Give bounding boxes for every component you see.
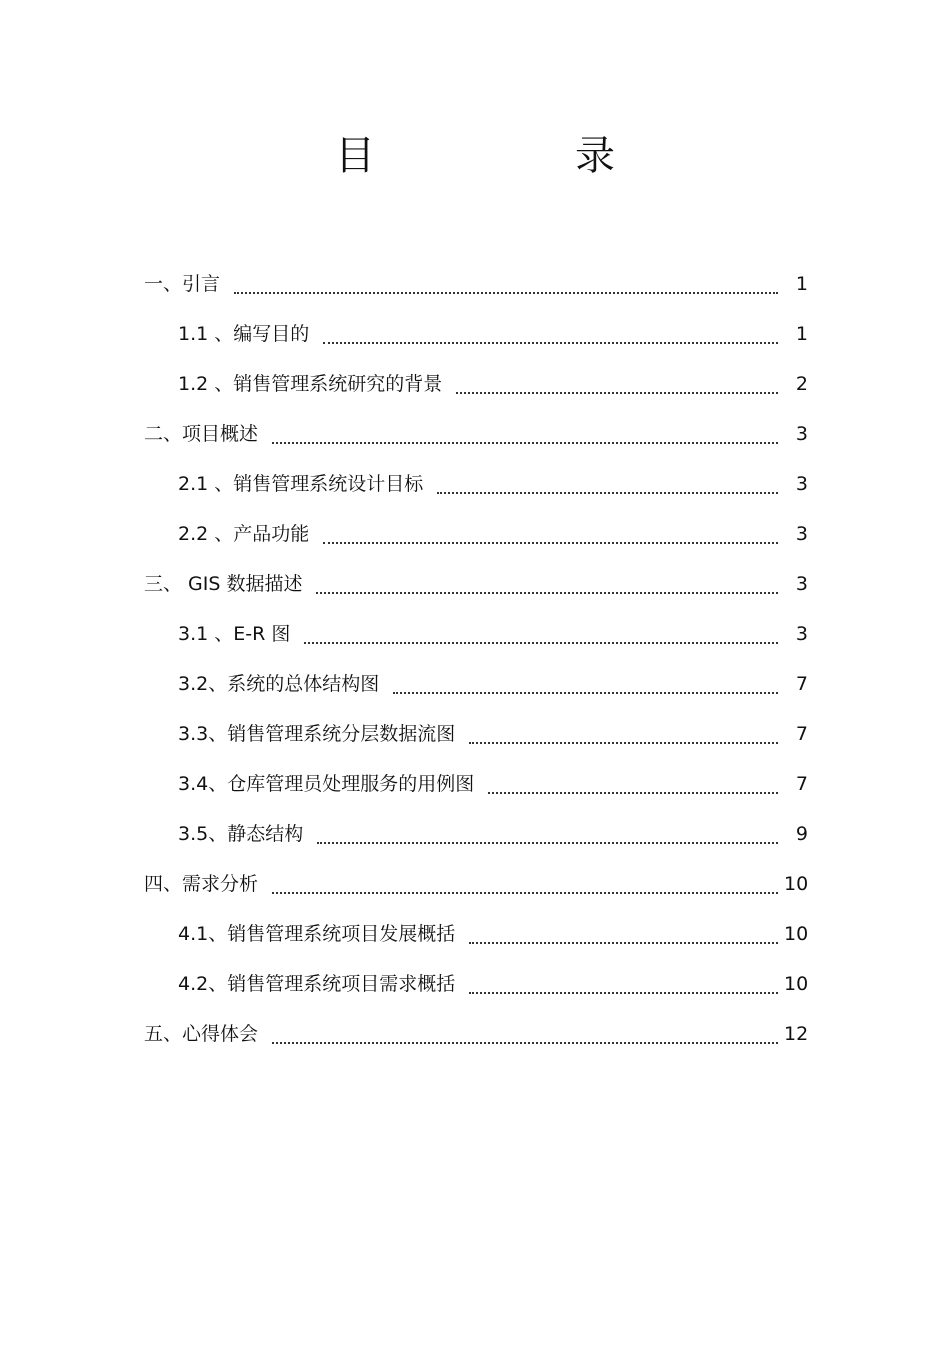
toc-entry[interactable] [0,348,950,398]
toc-entry-label: 4.1、销售管理系统项目发展概括 [178,923,456,945]
toc-dot-leader [469,972,778,994]
toc-entry[interactable] [0,998,950,1048]
toc-entry-page: 2 [795,373,808,395]
toc-entry-label: 3.3、销售管理系统分层数据流图 [178,723,456,745]
toc-entry-page: 7 [795,723,808,745]
toc-entry[interactable] [0,298,950,348]
toc-entry-label: 五、心得体会 [144,1023,259,1045]
toc-dot-leader [317,822,778,844]
toc-dot-leader [393,672,778,694]
toc-entry-label: 3.1 、E-R 图 [178,623,291,645]
toc-entry[interactable] [0,698,950,748]
toc-entry-page: 3 [795,473,808,495]
toc-entry-page: 3 [795,523,808,545]
toc-entry[interactable] [0,648,950,698]
toc-entry-label: 2.1 、销售管理系统设计目标 [178,473,424,495]
toc-dot-leader [234,272,778,294]
toc-entry-page: 9 [795,823,808,845]
toc-entry[interactable] [0,898,950,948]
toc-entry-page: 3 [795,573,808,595]
toc-entry-label: 3.4、仓库管理员处理服务的用例图 [178,773,475,795]
toc-entry[interactable] [0,948,950,998]
toc-entry-page: 7 [795,773,808,795]
toc-entry-label: 2.2 、产品功能 [178,523,310,545]
toc-entry-page: 3 [795,423,808,445]
toc-entry-page: 10 [784,973,809,995]
toc-entry[interactable] [0,448,950,498]
toc-entry-page: 1 [795,273,808,295]
toc-entry-page: 3 [795,623,808,645]
toc-entry-page: 12 [784,1023,809,1045]
toc-entry[interactable] [0,548,950,598]
toc-entry-label: 二、项目概述 [144,423,259,445]
toc-dot-leader [272,1022,778,1044]
toc-dot-leader [304,622,778,644]
toc-dot-leader [272,872,778,894]
toc-dot-leader [488,772,778,794]
toc-entry-label: 四、需求分析 [144,873,259,895]
toc-dot-leader [437,472,778,494]
toc-entry-page: 7 [795,673,808,695]
toc-entry-label: 3.2、系统的总体结构图 [178,673,380,695]
toc-entry-label: 1.1 、编写目的 [178,323,310,345]
toc-entry-label: 4.2、销售管理系统项目需求概括 [178,973,456,995]
toc-entry[interactable] [0,848,950,898]
toc-entry[interactable] [0,798,950,848]
toc-dot-leader [323,522,778,544]
toc-entry[interactable] [0,598,950,648]
table-of-contents [0,248,950,1048]
toc-entry[interactable] [0,498,950,548]
toc-dot-leader [272,422,778,444]
toc-entry[interactable] [0,748,950,798]
toc-dot-leader [469,722,778,744]
toc-dot-leader [469,922,778,944]
toc-entry-label: 一、引言 [144,273,221,295]
toc-entry-page: 10 [784,923,809,945]
page-title: 目 录 [335,133,695,179]
toc-entry[interactable] [0,248,950,298]
toc-entry-label: 1.2 、销售管理系统研究的背景 [178,373,443,395]
toc-entry[interactable] [0,398,950,448]
toc-dot-leader [316,572,778,594]
toc-entry-label: 三、 GIS 数据描述 [144,573,303,595]
toc-dot-leader [456,372,778,394]
toc-dot-leader [323,322,778,344]
toc-entry-page: 1 [795,323,808,345]
toc-entry-label: 3.5、静态结构 [178,823,304,845]
toc-entry-page: 10 [784,873,809,895]
